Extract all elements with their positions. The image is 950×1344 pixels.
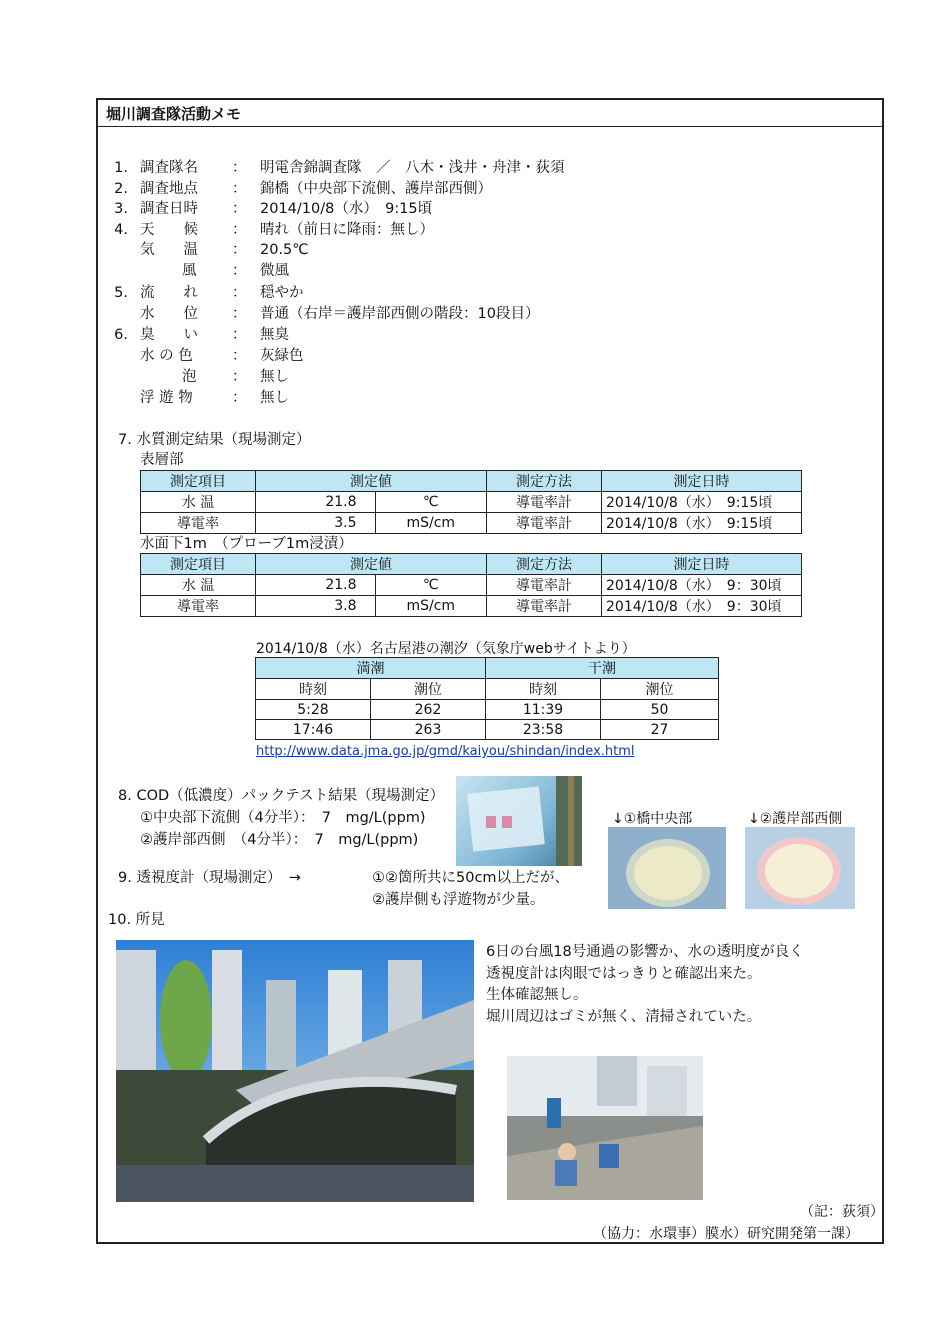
survey-item [92,158,592,178]
cooperation-note: （協力：水環事）膜水）研究開発第一課） [593,1226,859,1242]
item-value: 微風 [260,263,289,279]
finding-line: 堀川周辺はゴミが無く、清掃されていた。 [486,1008,762,1025]
survey-item [92,388,592,408]
cell-item: 水 温 [141,575,256,596]
cod-result-1: ①中央部下流側（4分半）： 7 mg/L(ppm) [140,810,426,826]
item-label: 浮 遊 物 [140,390,193,406]
cell-item: 導電率 [141,513,256,534]
cell-value: 3.8 [256,596,376,617]
item-colon: ： [232,390,247,406]
survey-item [92,261,592,281]
table-row [256,700,719,720]
item-colon: ： [232,222,247,238]
survey-item [92,179,592,199]
cell-high-level: 263 [371,720,486,740]
sample2-image [745,827,855,909]
photo1-label: ↓①橋中央部 [612,811,693,827]
item-colon: ： [232,242,247,258]
section8-heading: 8. COD（低濃度）パックテスト結果（現場測定） [118,788,445,804]
item-colon: ： [232,263,247,279]
item-label: 天 候 [140,222,198,238]
item-colon: ： [232,306,247,322]
cell-item: 導電率 [141,596,256,617]
cell-value: 3.5 [256,513,376,534]
packtest-photo [456,776,582,866]
item-number: 4. [114,222,128,238]
riverside-image [507,1056,703,1200]
jma-link[interactable]: http://www.data.jma.go.jp/gmd/kaiyou/shindan/index.html [256,744,635,759]
item-value: 穏やか [260,285,304,301]
item-label: 気 温 [140,242,198,258]
th-time: 時刻 [256,679,371,700]
th-datetime: 測定日時 [602,471,802,492]
section7-heading: 7. 水質測定結果（現場測定） [118,432,311,448]
cell-method: 導電率計 [487,575,602,596]
tide-table [255,657,719,740]
item-number: 6. [114,327,128,343]
survey-item [92,346,592,366]
depth-table [140,553,802,617]
item-value: 明電舎錦調査隊 ／ 八木・浅井・舟津・荻須 [260,160,565,176]
surface-table [140,470,802,534]
cell-value: 21.8 [256,575,376,596]
item-colon: ： [232,369,247,385]
item-colon: ： [232,160,247,176]
th-datetime: 測定日時 [602,554,802,575]
item-value: 灰緑色 [260,348,304,364]
finding-line: 透視度計は肉眼ではっきりと確認出来た。 [486,965,762,982]
item-value: 錦橋（中央部下流側、護岸部西側） [260,181,492,197]
item-label: 水 位 [140,306,198,322]
cell-value: 21.8 [256,492,376,513]
cod-result-2: ②護岸部西側 （4分半）： 7 mg/L(ppm) [140,832,419,848]
table-row [141,492,802,513]
table-row [141,596,802,617]
item-label: 調査地点 [140,181,198,197]
transparency-note-1: ①②箇所共に50cm以上だが、 [372,870,570,886]
title-bar [98,100,882,127]
cell-low-time: 23:58 [486,720,601,740]
bridge-photo [116,940,474,1202]
packtest-image [456,776,582,866]
transparency-note-2: ②護岸側も浮遊物が少量。 [372,892,545,908]
cell-datetime: 2014/10/8（水） 9:15頃 [602,492,802,513]
item-colon: ： [232,285,247,301]
th-method: 測定方法 [487,471,602,492]
cell-datetime: 2014/10/8（水） 9：30頃 [602,596,802,617]
survey-item [92,283,592,303]
item-value: 無臭 [260,327,289,343]
bridge-image [116,940,474,1202]
item-number: 2. [114,181,128,197]
item-label: 泡 [182,369,197,385]
th-low-tide: 干潮 [486,658,719,679]
th-value: 測定値 [256,471,487,492]
item-colon: ： [232,201,247,217]
sample1-photo [608,827,726,909]
th-method: 測定方法 [487,554,602,575]
surface-label: 表層部 [140,452,184,468]
cell-method: 導電率計 [487,596,602,617]
item-value: 無し [260,369,289,385]
cell-datetime: 2014/10/8（水） 9：30頃 [602,575,802,596]
depth-label: 水面下1m （プローブ1m浸漬） [140,536,353,552]
item-value: 2014/10/8（水） 9:15頃 [260,201,433,217]
cell-high-level: 262 [371,700,486,720]
item-colon: ： [232,348,247,364]
th-level: 潮位 [601,679,719,700]
item-colon: ： [232,327,247,343]
survey-item [92,220,592,240]
finding-line: 6日の台風18号通過の影響か、水の透明度が良く [486,944,804,960]
item-label: 流 れ [140,285,198,301]
page-title: 堀川調査隊活動メモ [106,105,242,123]
cell-unit: mS/cm [375,513,486,534]
th-item: 測定項目 [141,554,256,575]
survey-item [92,240,592,260]
item-number: 5. [114,285,128,301]
item-value: 無し [260,390,289,406]
survey-item [92,325,592,345]
cell-high-time: 5:28 [256,700,371,720]
cell-low-time: 11:39 [486,700,601,720]
survey-item [92,304,592,324]
author-note: （記：荻須） [800,1204,884,1220]
section10-heading: 10. 所見 [108,912,165,928]
findings-text [486,942,804,1028]
item-label: 風 [182,263,197,279]
table-row [256,720,719,740]
cell-low-level: 50 [601,700,719,720]
survey-item [92,367,592,387]
th-item: 測定項目 [141,471,256,492]
sample1-image [608,827,726,909]
th-level: 潮位 [371,679,486,700]
finding-line: 生体確認無し。 [486,987,588,1003]
item-value: 普通（右岸＝護岸部西側の階段：10段目） [260,306,540,322]
sample2-photo [745,827,855,909]
table-row [141,513,802,534]
section9-heading: 9. 透視度計（現場測定） → [118,870,301,886]
item-label: 臭 い [140,327,198,343]
survey-item [92,199,592,219]
cell-item: 水 温 [141,492,256,513]
item-value: 20.5℃ [260,242,309,258]
th-time: 時刻 [486,679,601,700]
item-label: 水 の 色 [140,348,193,364]
item-colon: ： [232,181,247,197]
table-row [141,575,802,596]
cell-method: 導電率計 [487,513,602,534]
cell-unit: ℃ [375,575,486,596]
item-label: 調査隊名 [140,160,198,176]
item-value: 晴れ（前日に降雨：無し） [260,222,434,238]
item-number: 3. [114,201,128,217]
riverside-photo [507,1056,703,1200]
item-label: 調査日時 [140,201,198,217]
item-number: 1. [114,160,128,176]
cell-method: 導電率計 [487,492,602,513]
cell-unit: mS/cm [375,596,486,617]
th-high-tide: 満潮 [256,658,486,679]
cell-datetime: 2014/10/8（水） 9:15頃 [602,513,802,534]
th-value: 測定値 [256,554,487,575]
cell-high-time: 17:46 [256,720,371,740]
cell-low-level: 27 [601,720,719,740]
cell-unit: ℃ [375,492,486,513]
photo2-label: ↓②護岸部西側 [748,811,843,827]
tide-caption: 2014/10/8（水）名古屋港の潮汐（気象庁webサイトより） [256,641,636,657]
